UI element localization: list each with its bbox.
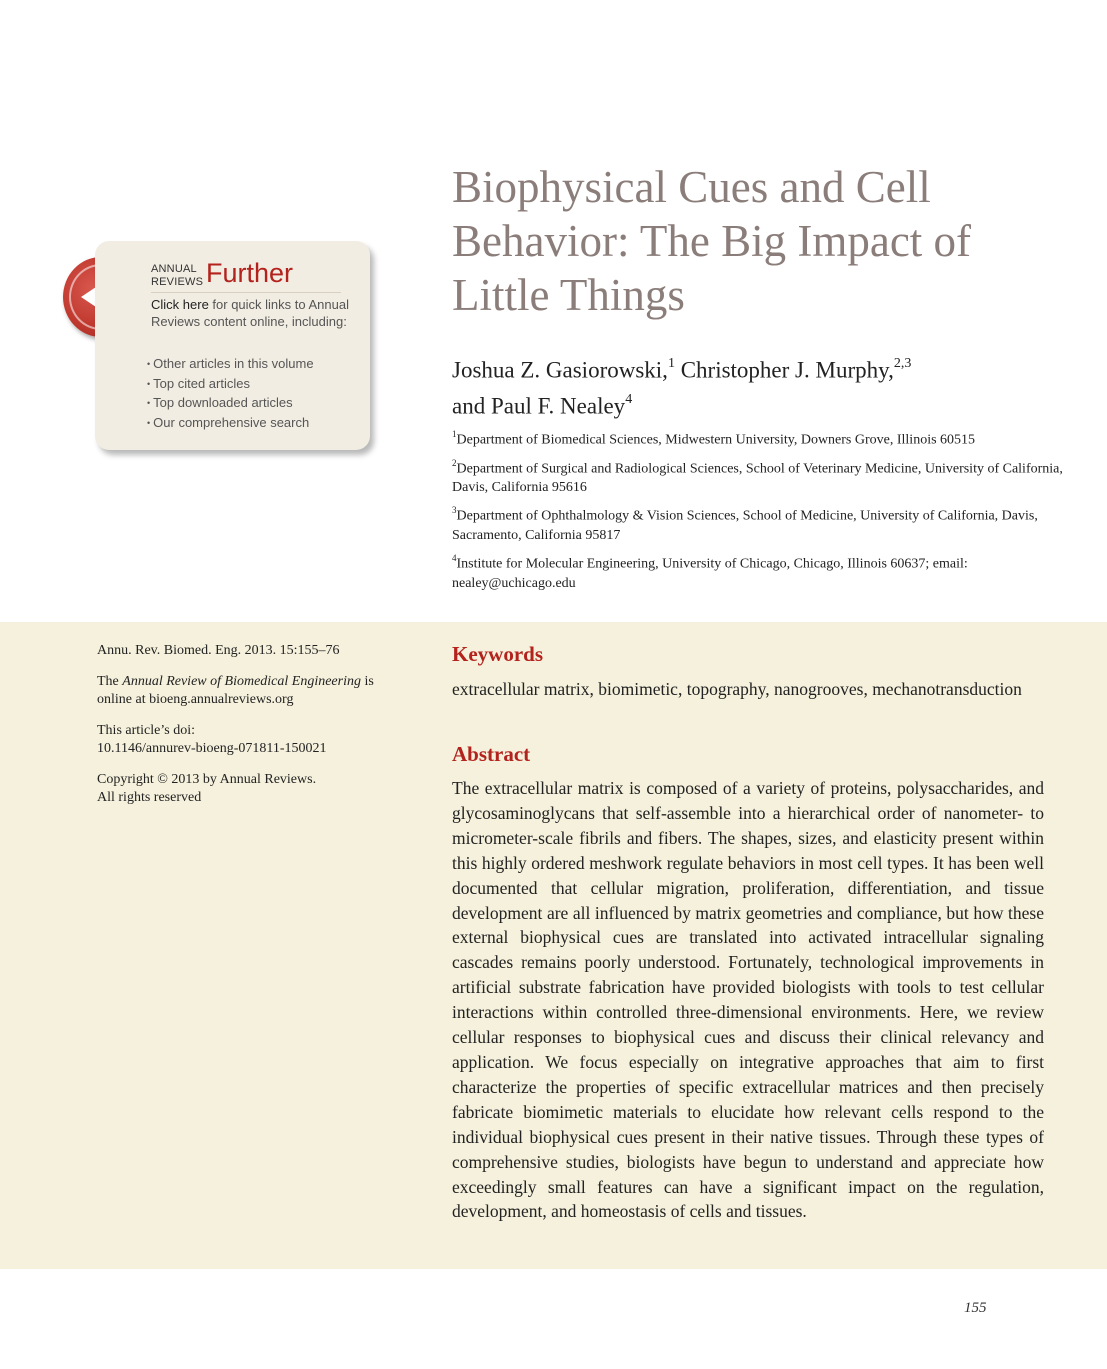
click-here-link[interactable]: Click here xyxy=(151,297,209,312)
author-affiliation-mark: 1 xyxy=(667,356,675,371)
copyright-block xyxy=(97,771,397,808)
doi-label: This article’s doi: xyxy=(97,722,195,738)
copyright: Copyright © 2013 by Annual Reviews. xyxy=(97,771,317,787)
affiliation-mark: 3 xyxy=(452,505,457,516)
page-number: 155 xyxy=(964,1300,987,1316)
affiliation xyxy=(452,455,1072,498)
further-description-text: for quick links to Annual Reviews content online, including: xyxy=(151,297,349,329)
annual-label: ANNUAL xyxy=(151,263,197,275)
online-prefix: The xyxy=(97,673,123,689)
online-suffix[interactable]: is online at bioeng.annualreviews.org xyxy=(97,673,374,707)
author-list xyxy=(452,350,1072,421)
further-header xyxy=(151,258,341,293)
affiliation-text: Department of Surgical and Radiological Sciences, School of Veterinary Medicine, University of California, Davis, California 95616 xyxy=(452,461,1063,496)
journal-name: Annual Review of Biomedical Engineering xyxy=(122,673,361,689)
author-name: Joshua Z. Gasiorowski, xyxy=(452,357,668,383)
annual-reviews-logo-text xyxy=(151,263,203,289)
further-link-other-articles[interactable]: • Other articles in this volume xyxy=(147,355,357,375)
further-description xyxy=(151,296,351,330)
abstract-heading: Abstract xyxy=(452,742,531,766)
author-affiliation-mark: 4 xyxy=(625,391,633,407)
keywords-heading: Keywords xyxy=(452,642,543,666)
affiliation xyxy=(452,550,1072,593)
abstract-text: The extracellular matrix is composed of a variety of proteins, polysaccharides, and glycosaminoglycans that self-assemble into a hierarchical order of nanometer- to micrometer-scale fibrils and fibers. The shapes, sizes, and elasticity present within this highly ordered meshwork regulate behaviors in most cell types. It has been well documented that cellular migration, proliferation, differentiation, and tissue development are all influenced by matrix geometries and compliance, but how these external biophysical cues are translated into activated intracellular signaling cascades remains poorly understood. Fortunately, technological improvements in artificial substrate fabrication have provided biologists with tools to test cellular interactions within controlled three-dimensional environments. Here, we review cellular responses to biophysical cues and discuss their clinical relevancy and application. We focus especially on integrative approaches that aim to first characterize the properties of specific extracellular matrices and then precisely fabricate biomimetic materials to elucidate how relevant cells respond to the individual biophysical cues present in their native tissues. Through these types of comprehensive studies, biologists have begun to understand and appreciate how exceedingly small features can have a significant impact on the regulation, development, and homeostasis of cells and tissues. xyxy=(452,778,1044,1222)
online-availability xyxy=(97,673,397,710)
doi-block xyxy=(97,722,397,759)
further-title: Further xyxy=(206,258,294,288)
reviews-label: REVIEWS xyxy=(151,276,204,288)
further-box[interactable] xyxy=(95,241,370,450)
further-link-top-downloaded[interactable]: • Top downloaded articles xyxy=(147,394,357,414)
affiliation-mark: 4 xyxy=(452,552,457,563)
further-link-comprehensive-search[interactable]: • Our comprehensive search xyxy=(147,414,357,434)
citation: Annu. Rev. Biomed. Eng. 2013. 15:155–76 xyxy=(97,643,340,658)
affiliation xyxy=(452,426,1072,450)
doi-value[interactable]: 10.1146/annurev-bioeng-071811-150021 xyxy=(97,741,327,756)
affiliation-mark: 2 xyxy=(452,457,457,468)
author-name: and Paul F. Nealey xyxy=(452,393,626,419)
further-links-list xyxy=(147,355,357,433)
article-meta xyxy=(97,642,397,820)
author-name: Christopher J. Murphy, xyxy=(680,357,894,383)
affiliations xyxy=(452,426,1072,598)
affiliation-text: Department of Biomedical Sciences, Midwestern University, Downers Grove, Illinois 60515 xyxy=(456,432,976,448)
affiliation-text: Institute for Molecular Engineering, University of Chicago, Chicago, Illinois 60637; email: nealey@uchicago.edu xyxy=(452,556,968,591)
affiliation-mark: 1 xyxy=(452,429,457,439)
author-affiliation-mark: 2,3 xyxy=(893,356,912,371)
further-link-top-cited[interactable]: • Top cited articles xyxy=(147,375,357,395)
rights: All rights reserved xyxy=(97,790,202,805)
keywords-text: extracellular matrix, biomimetic, topography, nanogrooves, mechanotransduction xyxy=(452,679,1022,699)
affiliation xyxy=(452,502,1072,545)
article-title: Biophysical Cues and Cell Behavior: The Big Impact of Little Things xyxy=(452,162,972,320)
affiliation-text: Department of Ophthalmology & Vision Sciences, School of Medicine, University of California, Davis, Sacramento, California 95817 xyxy=(452,508,1038,543)
